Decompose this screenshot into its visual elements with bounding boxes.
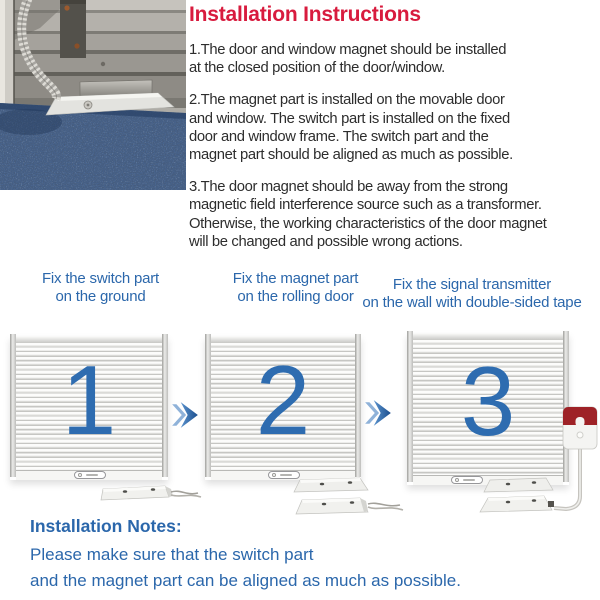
instruction-line: and window. The switch part is installed on the fixed — [189, 110, 510, 127]
instruction-line: magnet part should be aligned as much as possible. — [189, 147, 513, 164]
instructions-block — [189, 41, 600, 265]
notes-line: and the magnet part can be aligned as much as possible. — [30, 571, 461, 590]
caption-line: on the rolling door — [237, 287, 354, 305]
transmitter-and-sensor-parts — [430, 398, 600, 530]
chevron-right-icon — [170, 400, 200, 430]
notes-heading: Installation Notes: — [30, 516, 182, 536]
instruction-line: magnetic field interference source such as a transformer. — [189, 197, 542, 214]
step-number: 1 — [61, 345, 117, 455]
signal-wire — [554, 448, 580, 509]
caption-line: on the wall with double-sided tape — [362, 293, 582, 311]
caption-line: on the ground — [55, 287, 146, 305]
instruction-line: 2.The magnet part is installed on the movable door — [189, 92, 505, 109]
instruction-line: door and window frame. The switch part and the — [189, 128, 489, 145]
magnet-and-switch-parts — [288, 470, 410, 520]
instruction-line: Otherwise, the working characteristics of the door magnet — [189, 215, 547, 232]
instruction-3 — [189, 178, 600, 251]
instruction-line: 3.The door magnet should be away from the strong — [189, 179, 508, 196]
instruction-line: will be changed and possible wrong actions. — [189, 233, 463, 250]
chevron-right-icon — [363, 398, 393, 428]
caption-line: Fix the magnet part — [232, 270, 359, 287]
roller-door-step-2 — [205, 336, 361, 480]
installation-notes — [30, 516, 461, 597]
switch-part — [480, 496, 554, 512]
switch-part — [296, 498, 403, 514]
instruction-line: 1.The door and window magnet should be installed — [189, 42, 507, 58]
installation-photo — [0, 0, 186, 190]
instruction-2 — [189, 91, 600, 164]
magnet-part — [294, 478, 368, 492]
page-title: Installation Instructions — [189, 3, 421, 26]
magnet-part — [484, 478, 553, 492]
switch-part — [95, 483, 207, 511]
step-1-caption — [8, 270, 193, 305]
instruction-line: at the closed position of the door/window. — [189, 60, 445, 77]
notes-line: Please make sure that the switch part — [30, 545, 314, 564]
roller-door-step-1 — [10, 336, 168, 480]
caption-line: Fix the switch part — [41, 270, 160, 287]
caption-line: Fix the signal transmitter — [392, 276, 552, 293]
step-3-caption — [358, 276, 586, 311]
step-number: 2 — [255, 345, 311, 455]
instruction-1 — [189, 41, 600, 77]
photo-illustration — [0, 0, 186, 190]
transmitter — [563, 407, 597, 449]
step-number: 3 — [460, 346, 516, 456]
